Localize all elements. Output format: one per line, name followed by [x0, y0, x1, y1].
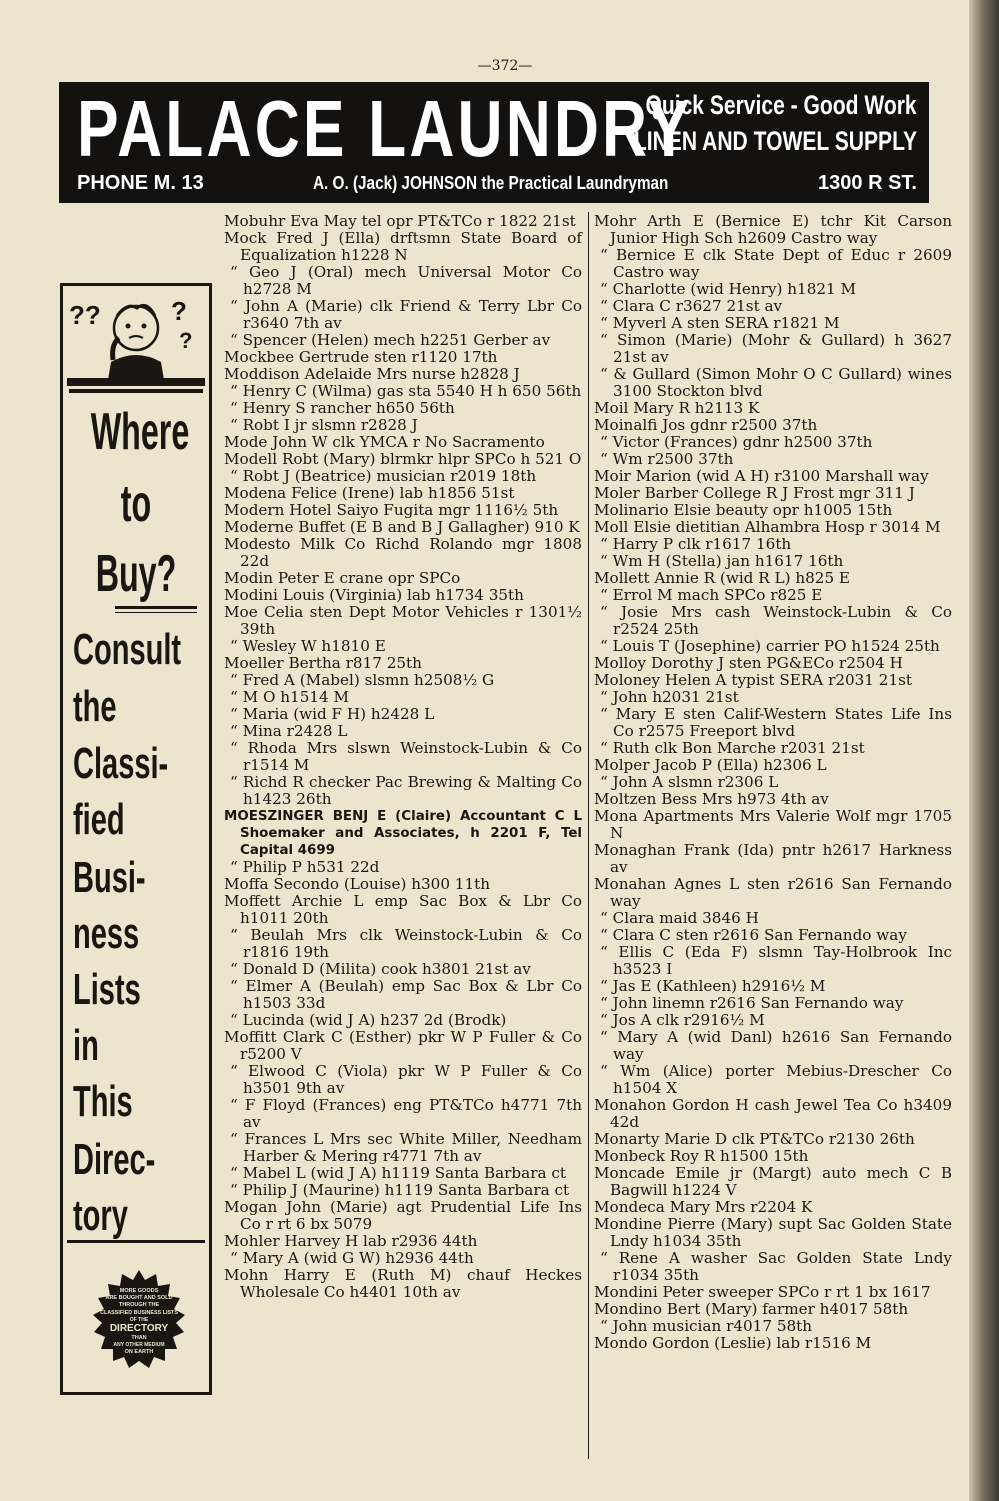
palace-laundry-banner [59, 82, 929, 203]
directory-entry: Molloy Dorothy J sten PG&ECo r2504 H [594, 654, 903, 672]
ad-body-line: Lists [73, 965, 141, 1014]
seal-line: OF THE [129, 1317, 149, 1323]
directory-entry: “ & Gullard (Simon Mohr O C Gullard) wines 3100 Stockton blvd [600, 365, 952, 400]
directory-entry: Mohn Harry E (Ruth M) chauf Heckes Wholesale Co h4401 10th av [224, 1266, 582, 1301]
directory-entry: “ Clara maid 3846 H [600, 909, 759, 927]
directory-entry: Moffa Secondo (Louise) h300 11th [224, 875, 491, 893]
banner-address: 1300 R ST. [818, 172, 917, 194]
seal-line: ANY OTHER MEDIUM [113, 1342, 165, 1348]
ad-body-line: Busi- [73, 853, 146, 902]
column-divider [588, 212, 589, 1459]
directory-entry: “ Fred A (Mabel) slsmn h2508½ G [230, 671, 495, 689]
directory-entry: “ Wm r2500 37th [600, 450, 734, 468]
ad-rule-middle-thin [115, 612, 197, 613]
directory-entry: “ Rhoda Mrs slswn Weinstock-Lubin & Co r1514 M [230, 739, 582, 774]
directory-entry: “ Charlotte (wid Henry) h1821 M [600, 280, 857, 298]
directory-entry: “ Jos A clk r2916½ M [600, 1011, 765, 1029]
directory-entry: “ Elwood C (Viola) pkr W P Fuller & Co h3501 9th av [230, 1062, 582, 1097]
directory-entry: Monbeck Roy R h1500 15th [594, 1147, 809, 1165]
directory-entry: “ Robt I jr slsmn r2828 J [230, 416, 418, 434]
directory-entry: Moffitt Clark C (Esther) pkr W P Fuller & Co r5200 V [224, 1028, 582, 1063]
directory-entry: Moll Elsie dietitian Alhambra Hosp r 3014 M [594, 518, 941, 536]
ad-body-line: the [73, 682, 117, 731]
directory-column-left [224, 213, 582, 1301]
directory-entry: “ Robt J (Beatrice) musician r2019 18th [230, 467, 537, 485]
directory-entry: Mockbee Gertrude sten r1120 17th [224, 348, 498, 366]
directory-entry: “ Myverl A sten SERA r1821 M [600, 314, 840, 332]
seal-line: DIRECTORY [109, 1323, 169, 1334]
directory-entry: “ Harry P clk r1617 16th [600, 535, 792, 553]
directory-entry: “ Spencer (Helen) mech h2251 Gerber av [230, 331, 551, 349]
directory-entry: “ Elmer A (Beulah) emp Sac Box & Lbr Co h1503 33d [230, 977, 582, 1012]
directory-entry: Moloney Helen A typist SERA r2031 21st [594, 671, 913, 689]
directory-entry: “ M O h1514 M [230, 688, 350, 706]
puzzled-man-cartoon-icon [67, 290, 205, 386]
directory-entry: “ Henry S rancher h650 56th [230, 399, 455, 417]
ad-rule-top [69, 389, 203, 393]
where-to-buy-ad [60, 283, 212, 1395]
ad-headline-buy: Buy? [95, 545, 177, 603]
directory-entry: “ Mina r2428 L [230, 722, 348, 740]
directory-entry: “ Clara C r3627 21st av [600, 297, 783, 315]
seal-line: CLASSIFIED BUSINESS LISTS [100, 1310, 178, 1316]
directory-entry: “ Josie Mrs cash Weinstock-Lubin & Co r2524 25th [600, 603, 952, 638]
directory-entry: Monahon Gordon H cash Jewel Tea Co h3409 42d [594, 1096, 952, 1131]
directory-entry: “ Bernice E clk State Dept of Educ r 2609 Castro way [600, 246, 952, 281]
directory-entry: “ Ruth clk Bon Marche r2031 21st [600, 739, 865, 757]
directory-entry: Mobuhr Eva May tel opr PT&TCo r 1822 21st [224, 212, 576, 230]
directory-entry: “ Philip J (Maurine) h1119 Santa Barbara ct [230, 1181, 570, 1199]
directory-entry: “ Philip P h531 22d [230, 858, 380, 876]
banner-tagline-service: Quick Service - Good Work [645, 90, 917, 120]
ad-body-line: Consult [73, 625, 182, 674]
directory-entry: Modena Felice (Irene) lab h1856 51st [224, 484, 515, 502]
directory-entry: “ Beulah Mrs clk Weinstock-Lubin & Co r1816 19th [230, 926, 582, 961]
directory-entry: “ Simon (Marie) (Mohr & Gullard) h 3627 21st av [600, 331, 952, 366]
page-number: —372— [477, 58, 533, 74]
seal-line: MORE GOODS [119, 1288, 159, 1294]
directory-entry: Monarty Marie D clk PT&TCo r2130 26th [594, 1130, 915, 1148]
seal-line: THAN [131, 1335, 147, 1341]
directory-entry: “ Wm H (Stella) jan h1617 16th [600, 552, 844, 570]
banner-title: PALACE LAUNDRY [77, 84, 693, 173]
ad-rule-middle [115, 606, 197, 609]
directory-entry: Moeller Bertha r817 25th [224, 654, 422, 672]
directory-entry: Modesto Milk Co Richd Rolando mgr 1808 22d [224, 535, 582, 570]
directory-entry: Monahan Agnes L sten r2616 San Fernando way [594, 875, 952, 910]
banner-phone: PHONE M. 13 [77, 172, 204, 194]
directory-entry: Mondini Peter sweeper SPCo r rt 1 bx 1617 [594, 1283, 931, 1301]
directory-entry: Molper Jacob P (Ella) h2306 L [594, 756, 827, 774]
directory-entry: Molinario Elsie beauty opr h1005 15th [594, 501, 893, 519]
directory-entry: “ Mary A (wid Danl) h2616 San Fernando way [600, 1028, 952, 1063]
directory-entry: “ Ellis C (Eda F) slsmn Tay-Holbrook Inc h3523 I [600, 943, 952, 978]
directory-entry: “ Maria (wid F H) h2428 L [230, 705, 435, 723]
directory-entry: “ Clara C sten r2616 San Fernando way [600, 926, 907, 944]
directory-entry: “ Louis T (Josephine) carrier PO h1524 25th [600, 637, 940, 655]
ad-body-line: ness [73, 909, 140, 958]
ad-body-line: Classi- [73, 739, 169, 788]
seal-line: ON EARTH [124, 1349, 154, 1355]
directory-entry: “ John A slsmn r2306 L [600, 773, 779, 791]
svg-text:?: ? [171, 296, 187, 326]
directory-entry: Modern Hotel Saiyo Fugita mgr 1116½ 5th [224, 501, 559, 519]
svg-text:??: ?? [69, 300, 101, 330]
directory-entry: “ Jas E (Kathleen) h2916½ M [600, 977, 826, 995]
directory-entry: Mondine Pierre (Mary) supt Sac Golden State Lndy h1034 35th [594, 1215, 952, 1250]
directory-entry: “ Henry C (Wilma) gas sta 5540 H h 650 56th [230, 382, 582, 400]
directory-entry: Modin Peter E crane opr SPCo [224, 569, 461, 587]
directory-entry: Moinalfi Jos gdnr r2500 37th [594, 416, 818, 434]
directory-entry: Mollett Annie R (wid R L) h825 E [594, 569, 851, 587]
directory-column-right [594, 213, 952, 1352]
directory-entry: Moderne Buffet (E B and B J Gallagher) 910 K [224, 518, 580, 536]
directory-entry: “ John musician r4017 58th [600, 1317, 813, 1335]
directory-entry: MOESZINGER BENJ E (Claire) Accountant C L Shoemaker and Associates, h 2201 F, Tel Capital 4699 [224, 809, 582, 858]
svg-text:?: ? [179, 328, 193, 353]
directory-entry: “ Victor (Frances) gdnr h2500 37th [600, 433, 873, 451]
directory-entry: Moir Marion (wid A H) r3100 Marshall way [594, 467, 929, 485]
banner-tagline-linen: LINEN AND TOWEL SUPPLY [633, 126, 917, 156]
directory-entry: “ Lucinda (wid J A) h237 2d (Brodk) [230, 1011, 507, 1029]
directory-entry: “ Frances L Mrs sec White Miller, Needham Harber & Mering r4771 7th av [230, 1130, 582, 1165]
directory-entry: “ Richd R checker Pac Brewing & Malting Co h1423 26th [230, 773, 582, 808]
ad-body-line: Direc- [73, 1135, 156, 1184]
directory-entry: Modini Louis (Virginia) lab h1734 35th [224, 586, 524, 604]
directory-entry: Moltzen Bess Mrs h973 4th av [594, 790, 829, 808]
ad-rule-bottom [67, 1240, 205, 1243]
directory-entry: Mogan John (Marie) agt Prudential Life Ins Co r rt 6 bx 5079 [224, 1198, 582, 1233]
directory-entry: “ John h2031 21st [600, 688, 739, 706]
directory-entry: Mode John W clk YMCA r No Sacramento [224, 433, 545, 451]
directory-entry: “ Mabel L (wid J A) h1119 Santa Barbara ct [230, 1164, 566, 1182]
directory-entry: Mondino Bert (Mary) farmer h4017 58th [594, 1300, 909, 1318]
directory-entry: Monaghan Frank (Ida) pntr h2617 Harkness av [594, 841, 952, 876]
directory-entry: “ Mary A (wid G W) h2936 44th [230, 1249, 474, 1267]
directory-entry: “ Errol M mach SPCo r825 E [600, 586, 823, 604]
directory-entry: “ Wesley W h1810 E [230, 637, 386, 655]
directory-entry: “ John linemn r2616 San Fernando way [600, 994, 904, 1012]
directory-entry: Moil Mary R h2113 K [594, 399, 760, 417]
ad-body-line: tory [73, 1191, 128, 1240]
seal-line: THROUGH THE [118, 1302, 160, 1308]
directory-entry: “ Wm (Alice) porter Mebius-Drescher Co h1504 X [600, 1062, 952, 1097]
directory-entry: Moncade Emile jr (Margt) auto mech C B Bagwill h1224 V [594, 1164, 952, 1199]
ad-headline-to: to [120, 475, 152, 533]
directory-entry: “ Geo J (Oral) mech Universal Motor Co h2728 M [230, 263, 582, 298]
seal-line: ARE BOUGHT AND SOLD [105, 1295, 173, 1301]
directory-entry: Mohler Harvey H lab r2936 44th [224, 1232, 478, 1250]
ad-body-line: This [73, 1077, 133, 1126]
directory-entry: “ F Floyd (Frances) eng PT&TCo h4771 7th av [230, 1096, 582, 1131]
directory-entry: Moler Barber College R J Frost mgr 311 J [594, 484, 915, 502]
directory-entry: Mock Fred J (Ella) drftsmn State Board of Equalization h1228 N [224, 229, 582, 264]
ad-headline-where: Where [90, 403, 190, 461]
directory-entry: “ Mary E sten Calif-Western States Life Ins Co r2575 Freeport blvd [600, 705, 952, 740]
directory-entry: Moffett Archie L emp Sac Box & Lbr Co h1011 20th [224, 892, 582, 927]
directory-seal-icon [87, 1268, 191, 1372]
ad-body-line: fied [73, 795, 125, 844]
directory-entry: Modell Robt (Mary) blrmkr hlpr SPCo h 521 O [224, 450, 582, 468]
banner-bottom-row [77, 172, 917, 198]
directory-entry: Mondo Gordon (Leslie) lab r1516 M [594, 1334, 872, 1352]
directory-entry: Mona Apartments Mrs Valerie Wolf mgr 1705 N [594, 807, 952, 842]
directory-entry: “ Rene A washer Sac Golden State Lndy r1034 35th [600, 1249, 952, 1284]
directory-entry: Mondeca Mary Mrs r2204 K [594, 1198, 813, 1216]
banner-owner: A. O. (Jack) JOHNSON the Practical Laundryman [313, 173, 669, 193]
directory-entry: “ Donald D (Milita) cook h3801 21st av [230, 960, 531, 978]
page-edge [969, 0, 999, 1501]
directory-entry: Moe Celia sten Dept Motor Vehicles r 1301½ 39th [224, 603, 582, 638]
directory-entry: Moddison Adelaide Mrs nurse h2828 J [224, 365, 520, 383]
directory-entry: “ John A (Marie) clk Friend & Terry Lbr Co r3640 7th av [230, 297, 582, 332]
ad-body-line: in [73, 1021, 99, 1070]
directory-entry: Mohr Arth E (Bernice E) tchr Kit Carson Junior High Sch h2609 Castro way [594, 212, 952, 247]
